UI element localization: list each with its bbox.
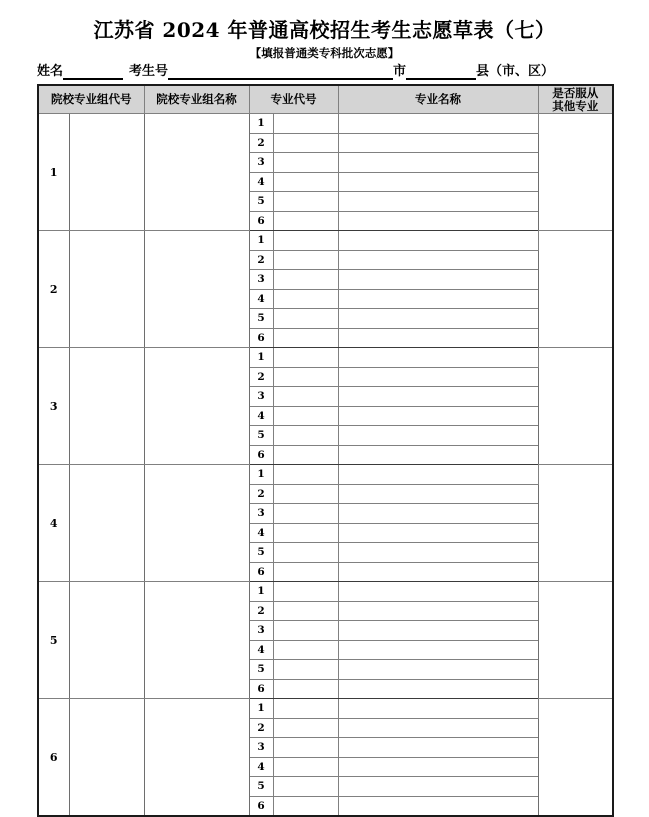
major-number: 4 <box>249 757 273 777</box>
header-major-code: 专业代号 <box>249 85 338 114</box>
major-code-cell[interactable] <box>273 387 338 407</box>
major-code-cell[interactable] <box>273 543 338 563</box>
major-code-cell[interactable] <box>273 133 338 153</box>
major-code-cell[interactable] <box>273 699 338 719</box>
major-code-cell[interactable] <box>273 738 338 758</box>
table-row <box>38 114 613 134</box>
major-name-cell[interactable] <box>338 231 538 251</box>
major-name-cell[interactable] <box>338 211 538 231</box>
major-code-cell[interactable] <box>273 114 338 134</box>
major-name-cell[interactable] <box>338 543 538 563</box>
label-county: 县（市、区） <box>476 64 555 79</box>
major-name-cell[interactable] <box>338 328 538 348</box>
major-number: 1 <box>249 582 273 602</box>
major-name-cell[interactable] <box>338 660 538 680</box>
obey-other-major-cell[interactable] <box>538 114 613 231</box>
major-code-cell[interactable] <box>273 660 338 680</box>
header-major-name: 专业名称 <box>338 85 538 114</box>
major-number: 5 <box>249 192 273 212</box>
major-number: 5 <box>249 426 273 446</box>
major-number: 3 <box>249 270 273 290</box>
major-name-cell[interactable] <box>338 270 538 290</box>
major-name-cell[interactable] <box>338 406 538 426</box>
major-name-cell[interactable] <box>338 504 538 524</box>
group-code-cell[interactable] <box>69 582 144 699</box>
major-code-cell[interactable] <box>273 777 338 797</box>
major-code-cell[interactable] <box>273 348 338 368</box>
major-name-cell[interactable] <box>338 484 538 504</box>
major-name-cell[interactable] <box>338 465 538 485</box>
group-number: 5 <box>38 582 69 699</box>
major-number: 2 <box>249 133 273 153</box>
obey-other-major-cell[interactable] <box>538 231 613 348</box>
table-row <box>38 231 613 251</box>
major-number: 2 <box>249 484 273 504</box>
header-row <box>38 85 613 114</box>
major-name-cell[interactable] <box>338 718 538 738</box>
major-number: 3 <box>249 504 273 524</box>
major-name-cell[interactable] <box>338 523 538 543</box>
major-number: 3 <box>249 621 273 641</box>
major-code-cell[interactable] <box>273 192 338 212</box>
table-row <box>38 465 613 485</box>
major-name-cell[interactable] <box>338 601 538 621</box>
header-group-code: 院校专业组代号 <box>38 85 144 114</box>
page-subtitle: 【填报普通类专科批次志愿】 <box>249 46 400 60</box>
major-code-cell[interactable] <box>273 582 338 602</box>
major-code-cell[interactable] <box>273 309 338 329</box>
obey-other-major-cell[interactable] <box>538 465 613 582</box>
label-name: 姓名 <box>37 64 64 79</box>
table-row <box>38 699 613 719</box>
group-code-cell[interactable] <box>69 114 144 231</box>
major-number: 5 <box>249 777 273 797</box>
major-name-cell[interactable] <box>338 153 538 173</box>
exam-number-input[interactable] <box>168 64 393 80</box>
major-number: 5 <box>249 309 273 329</box>
major-number: 4 <box>249 523 273 543</box>
major-code-cell[interactable] <box>273 562 338 582</box>
major-name-cell[interactable] <box>338 582 538 602</box>
group-name-cell[interactable] <box>144 465 249 582</box>
group-number: 4 <box>38 465 69 582</box>
group-number: 6 <box>38 699 69 817</box>
major-code-cell[interactable] <box>273 153 338 173</box>
major-code-cell[interactable] <box>273 406 338 426</box>
major-number: 5 <box>249 543 273 563</box>
group-code-cell[interactable] <box>69 231 144 348</box>
group-number: 2 <box>38 231 69 348</box>
major-number: 3 <box>249 153 273 173</box>
group-name-cell[interactable] <box>144 231 249 348</box>
major-code-cell[interactable] <box>273 250 338 270</box>
major-name-cell[interactable] <box>338 172 538 192</box>
major-number: 6 <box>249 328 273 348</box>
major-name-cell[interactable] <box>338 309 538 329</box>
major-code-cell[interactable] <box>273 504 338 524</box>
table-row <box>38 582 613 602</box>
group-code-cell[interactable] <box>69 348 144 465</box>
major-code-cell[interactable] <box>273 757 338 777</box>
major-number: 3 <box>249 387 273 407</box>
city-input[interactable] <box>406 64 476 80</box>
major-code-cell[interactable] <box>273 796 338 816</box>
major-name-cell[interactable] <box>338 699 538 719</box>
group-number: 3 <box>38 348 69 465</box>
major-code-cell[interactable] <box>273 718 338 738</box>
major-code-cell[interactable] <box>273 231 338 251</box>
obey-other-major-cell[interactable] <box>538 699 613 817</box>
major-code-cell[interactable] <box>273 328 338 348</box>
major-code-cell[interactable] <box>273 679 338 699</box>
major-number: 6 <box>249 445 273 465</box>
group-code-cell[interactable] <box>69 465 144 582</box>
major-number: 4 <box>249 640 273 660</box>
major-name-cell[interactable] <box>338 250 538 270</box>
table-row <box>38 348 613 368</box>
major-name-cell[interactable] <box>338 426 538 446</box>
major-code-cell[interactable] <box>273 211 338 231</box>
group-name-cell[interactable] <box>144 582 249 699</box>
major-name-cell[interactable] <box>338 757 538 777</box>
major-number: 5 <box>249 660 273 680</box>
major-name-cell[interactable] <box>338 621 538 641</box>
group-name-cell[interactable] <box>144 114 249 231</box>
major-number: 6 <box>249 562 273 582</box>
obey-other-major-cell[interactable] <box>538 348 613 465</box>
major-name-cell[interactable] <box>338 640 538 660</box>
major-name-cell[interactable] <box>338 348 538 368</box>
major-name-cell[interactable] <box>338 387 538 407</box>
table-header <box>38 85 613 114</box>
header-obey-line2: 其他专业 <box>552 98 599 113</box>
major-number: 1 <box>249 114 273 134</box>
major-number: 4 <box>249 172 273 192</box>
major-code-cell[interactable] <box>273 484 338 504</box>
major-name-cell[interactable] <box>338 367 538 387</box>
volunteer-table <box>37 84 614 817</box>
major-name-cell[interactable] <box>338 777 538 797</box>
major-number: 3 <box>249 738 273 758</box>
major-number: 2 <box>249 250 273 270</box>
major-name-cell[interactable] <box>338 114 538 134</box>
major-name-cell[interactable] <box>338 796 538 816</box>
page-title: 江苏省 2024 年普通高校招生考生志愿草表（七） <box>93 18 556 42</box>
major-code-cell[interactable] <box>273 445 338 465</box>
major-code-cell[interactable] <box>273 270 338 290</box>
major-code-cell[interactable] <box>273 172 338 192</box>
major-number: 1 <box>249 465 273 485</box>
major-name-cell[interactable] <box>338 679 538 699</box>
major-name-cell[interactable] <box>338 133 538 153</box>
major-code-cell[interactable] <box>273 640 338 660</box>
major-number: 2 <box>249 718 273 738</box>
major-number: 6 <box>249 679 273 699</box>
obey-other-major-cell[interactable] <box>538 582 613 699</box>
major-code-cell[interactable] <box>273 523 338 543</box>
major-code-cell[interactable] <box>273 367 338 387</box>
table-body <box>38 114 613 817</box>
major-number: 2 <box>249 601 273 621</box>
major-code-cell[interactable] <box>273 426 338 446</box>
major-number: 1 <box>249 348 273 368</box>
major-number: 1 <box>249 231 273 251</box>
major-number: 1 <box>249 699 273 719</box>
major-number: 6 <box>249 796 273 816</box>
label-city: 市 <box>393 64 407 79</box>
major-number: 4 <box>249 406 273 426</box>
major-code-cell[interactable] <box>273 465 338 485</box>
major-number: 6 <box>249 211 273 231</box>
major-code-cell[interactable] <box>273 289 338 309</box>
header-obey-other-major <box>538 85 613 114</box>
major-name-cell[interactable] <box>338 738 538 758</box>
major-name-cell[interactable] <box>338 289 538 309</box>
label-exam-number: 考生号 <box>129 64 169 79</box>
major-name-cell[interactable] <box>338 562 538 582</box>
major-number: 2 <box>249 367 273 387</box>
group-code-cell[interactable] <box>69 699 144 817</box>
group-name-cell[interactable] <box>144 348 249 465</box>
group-number: 1 <box>38 114 69 231</box>
candidate-info-row <box>37 60 612 80</box>
major-number: 4 <box>249 289 273 309</box>
major-name-cell[interactable] <box>338 192 538 212</box>
major-code-cell[interactable] <box>273 601 338 621</box>
major-code-cell[interactable] <box>273 621 338 641</box>
header-obey-line1: 是否服从 <box>552 85 599 100</box>
name-input[interactable] <box>63 64 123 80</box>
header-group-name: 院校专业组名称 <box>144 85 249 114</box>
major-name-cell[interactable] <box>338 445 538 465</box>
group-name-cell[interactable] <box>144 699 249 817</box>
